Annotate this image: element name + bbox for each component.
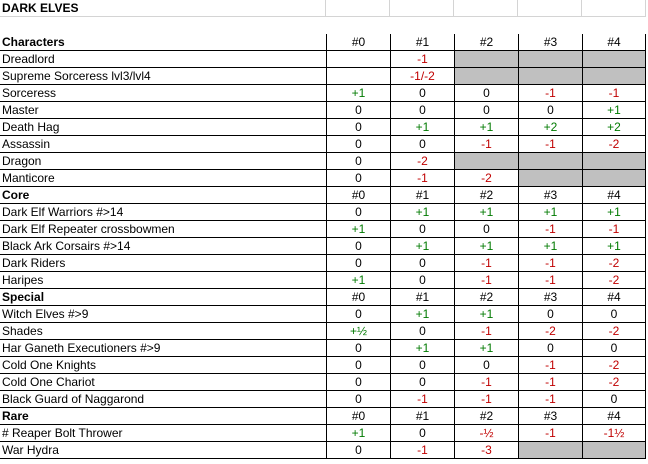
unit-name-cell[interactable]: Black Ark Corsairs #>14 [0,238,326,255]
table-row [0,374,648,391]
modifier-cell[interactable]: -1 [518,85,582,102]
modifier-cell[interactable]: -1 [454,272,518,289]
blocked-cell[interactable] [454,51,518,68]
modifier-cell[interactable]: -1 [390,51,454,68]
column-header[interactable]: #1 [390,289,454,306]
modifier-cell[interactable]: +1 [390,204,454,221]
section-label[interactable]: Rare [0,408,326,425]
unit-name-cell[interactable]: Death Hag [0,119,326,136]
modifier-cell[interactable]: -1 [518,272,582,289]
modifier-cell[interactable]: 0 [518,306,582,323]
table-row [0,238,648,255]
modifier-cell[interactable]: -2 [454,170,518,187]
column-header[interactable]: #2 [454,34,518,51]
section-header-rare [0,408,648,425]
column-header[interactable]: #4 [582,34,646,51]
table-row [0,221,648,238]
modifier-cell[interactable]: 0 [390,85,454,102]
modifier-cell[interactable]: +1 [582,238,646,255]
table-row [0,255,648,272]
column-header[interactable]: #2 [454,289,518,306]
blocked-cell[interactable] [582,170,646,187]
column-header[interactable]: #0 [326,289,390,306]
modifier-cell[interactable]: +1 [454,340,518,357]
column-header[interactable]: #3 [518,34,582,51]
modifier-cell[interactable]: +1 [582,204,646,221]
section-header-core [0,187,648,204]
title-row [0,0,648,17]
modifier-cell[interactable]: 0 [390,374,454,391]
modifier-cell[interactable]: +1 [390,340,454,357]
modifier-cell[interactable]: -2 [582,255,646,272]
modifier-cell[interactable]: 0 [326,153,390,170]
modifier-cell[interactable]: 0 [326,238,390,255]
section-label[interactable]: Special [0,289,326,306]
modifier-cell[interactable]: +1 [454,119,518,136]
modifier-cell[interactable]: -1 [518,357,582,374]
modifier-cell[interactable]: 0 [390,272,454,289]
unit-name-cell[interactable]: Dragon [0,153,326,170]
section-label[interactable]: Core [0,187,326,204]
unit-name-cell[interactable]: Witch Elves #>9 [0,306,326,323]
empty-cell[interactable] [518,0,582,17]
unit-name-cell[interactable]: Dark Elf Warriors #>14 [0,204,326,221]
modifier-cell[interactable]: 0 [326,391,390,408]
modifier-cell[interactable]: 0 [326,340,390,357]
modifier-cell[interactable]: 0 [326,374,390,391]
table-row [0,102,648,119]
modifier-cell[interactable]: 0 [390,221,454,238]
blocked-cell[interactable] [582,68,646,85]
column-header[interactable]: #2 [454,408,518,425]
column-header[interactable]: #4 [582,187,646,204]
column-header[interactable]: #3 [518,289,582,306]
modifier-cell[interactable]: 0 [518,340,582,357]
empty-cell[interactable] [390,17,454,34]
empty-cell[interactable] [326,17,390,34]
table-row [0,119,648,136]
modifier-cell[interactable]: 0 [326,119,390,136]
modifier-cell[interactable]: 0 [326,306,390,323]
modifier-cell[interactable]: 0 [326,102,390,119]
modifier-cell[interactable]: 0 [390,357,454,374]
modifier-cell[interactable] [326,68,390,85]
modifier-cell[interactable]: -1/-2 [390,68,454,85]
modifier-cell[interactable]: +1 [454,204,518,221]
modifier-cell[interactable]: 0 [454,221,518,238]
unit-name-cell[interactable]: Dark Elf Repeater crossbowmen [0,221,326,238]
blank-row [0,17,648,34]
column-header[interactable]: #1 [390,187,454,204]
table-row [0,170,648,187]
modifier-cell[interactable]: 0 [326,357,390,374]
modifier-cell[interactable]: 0 [518,102,582,119]
table-row [0,442,648,459]
unit-name-cell[interactable]: Shades [0,323,326,340]
modifier-cell[interactable]: -1 [518,391,582,408]
unit-name-cell[interactable]: Dark Riders [0,255,326,272]
modifier-cell[interactable]: +1 [518,204,582,221]
column-header[interactable]: #0 [326,187,390,204]
empty-cell[interactable] [326,0,390,17]
unit-name-cell[interactable]: Cold One Knights [0,357,326,374]
table-row [0,153,648,170]
blocked-cell[interactable] [454,68,518,85]
blocked-cell[interactable] [518,51,582,68]
modifier-cell[interactable]: -1 [582,85,646,102]
blocked-cell[interactable] [582,153,646,170]
modifier-cell[interactable]: -1 [454,323,518,340]
column-header[interactable]: #1 [390,408,454,425]
table-row [0,323,648,340]
blocked-cell[interactable] [518,153,582,170]
empty-cell[interactable] [582,17,646,34]
modifier-cell[interactable]: -1 [518,255,582,272]
modifier-cell[interactable]: +1 [326,85,390,102]
modifier-cell[interactable]: -1½ [582,425,646,442]
modifier-cell[interactable]: 0 [390,323,454,340]
modifier-cell[interactable]: 0 [582,340,646,357]
table-row [0,68,648,85]
modifier-cell[interactable]: -2 [582,136,646,153]
modifier-cell[interactable]: 0 [326,204,390,221]
blocked-cell[interactable] [582,51,646,68]
column-header[interactable]: #3 [518,408,582,425]
modifier-cell[interactable]: -2 [390,153,454,170]
blocked-cell[interactable] [518,170,582,187]
modifier-cell[interactable]: +2 [582,119,646,136]
modifier-cell[interactable]: +2 [518,119,582,136]
unit-name-cell[interactable]: # Reaper Bolt Thrower [0,425,326,442]
column-header[interactable]: #1 [390,34,454,51]
modifier-cell[interactable]: -2 [582,323,646,340]
modifier-cell[interactable]: 0 [390,136,454,153]
modifier-cell[interactable]: 0 [390,255,454,272]
section-label[interactable]: Characters [0,34,326,51]
table-row [0,306,648,323]
modifier-cell[interactable]: -1 [390,391,454,408]
unit-name-cell[interactable]: Supreme Sorceress lvl3/lvl4 [0,68,326,85]
table-row [0,85,648,102]
table-row [0,272,648,289]
modifier-cell[interactable]: +1 [518,238,582,255]
unit-name-cell[interactable]: Sorceress [0,85,326,102]
empty-cell[interactable] [518,17,582,34]
modifier-cell[interactable]: -1 [454,255,518,272]
modifier-cell[interactable]: +1 [326,425,390,442]
modifier-cell[interactable] [326,51,390,68]
modifier-cell[interactable]: -1 [454,374,518,391]
modifier-cell[interactable]: -1 [390,442,454,459]
table-row [0,357,648,374]
modifier-cell[interactable]: -1 [518,136,582,153]
modifier-cell[interactable]: 0 [326,136,390,153]
modifier-cell[interactable]: 0 [326,442,390,459]
empty-cell[interactable] [454,17,518,34]
table-row [0,51,648,68]
modifier-cell[interactable]: 0 [326,255,390,272]
modifier-cell[interactable]: -2 [582,357,646,374]
column-header[interactable]: #0 [326,408,390,425]
table-row [0,340,648,357]
modifier-cell[interactable]: +1 [390,119,454,136]
empty-cell[interactable] [0,17,326,34]
modifier-cell[interactable]: +1 [454,238,518,255]
table-row [0,391,648,408]
column-header[interactable]: #4 [582,289,646,306]
modifier-cell[interactable]: 0 [390,102,454,119]
modifier-cell[interactable]: +1 [326,221,390,238]
unit-name-cell[interactable]: Manticore [0,170,326,187]
modifier-cell[interactable]: -½ [454,425,518,442]
section-header-characters [0,34,648,51]
modifier-cell[interactable]: -1 [518,374,582,391]
section-header-special [0,289,648,306]
column-header[interactable]: #2 [454,187,518,204]
modifier-cell[interactable]: +1 [326,272,390,289]
column-header[interactable]: #0 [326,34,390,51]
empty-cell[interactable] [390,0,454,17]
empty-cell[interactable] [582,0,646,17]
table-row [0,425,648,442]
modifier-cell[interactable]: -3 [454,442,518,459]
table-row [0,204,648,221]
modifier-cell[interactable]: +1 [454,306,518,323]
unit-name-cell[interactable]: Master [0,102,326,119]
column-header[interactable]: #4 [582,408,646,425]
blocked-cell[interactable] [582,442,646,459]
blocked-cell[interactable] [518,442,582,459]
unit-name-cell[interactable]: Assassin [0,136,326,153]
modifier-cell[interactable]: 0 [582,306,646,323]
unit-name-cell[interactable]: Har Ganeth Executioners #>9 [0,340,326,357]
modifier-cell[interactable]: -1 [390,170,454,187]
modifier-cell[interactable]: +½ [326,323,390,340]
table-row [0,136,648,153]
sheet-title[interactable]: DARK ELVES [0,0,326,17]
modifier-cell[interactable]: 0 [454,85,518,102]
modifier-cell[interactable]: -1 [454,136,518,153]
modifier-cell[interactable]: +1 [582,102,646,119]
modifier-cell[interactable]: +1 [390,238,454,255]
modifier-cell[interactable]: -1 [518,221,582,238]
column-header[interactable]: #3 [518,187,582,204]
modifier-cell[interactable]: -1 [518,425,582,442]
modifier-cell[interactable]: -2 [518,323,582,340]
unit-name-cell[interactable]: Dreadlord [0,51,326,68]
modifier-cell[interactable]: 0 [390,425,454,442]
blocked-cell[interactable] [518,68,582,85]
modifier-cell[interactable]: +1 [390,306,454,323]
modifier-cell[interactable]: -1 [454,391,518,408]
unit-name-cell[interactable]: War Hydra [0,442,326,459]
unit-name-cell[interactable]: Haripes [0,272,326,289]
modifier-cell[interactable]: 0 [582,391,646,408]
modifier-cell[interactable]: 0 [326,170,390,187]
modifier-cell[interactable]: -2 [582,272,646,289]
unit-name-cell[interactable]: Cold One Chariot [0,374,326,391]
unit-name-cell[interactable]: Black Guard of Naggarond [0,391,326,408]
blocked-cell[interactable] [454,153,518,170]
empty-cell[interactable] [454,0,518,17]
modifier-cell[interactable]: -1 [582,221,646,238]
modifier-cell[interactable]: 0 [454,357,518,374]
modifier-cell[interactable]: -2 [582,374,646,391]
modifier-cell[interactable]: 0 [454,102,518,119]
